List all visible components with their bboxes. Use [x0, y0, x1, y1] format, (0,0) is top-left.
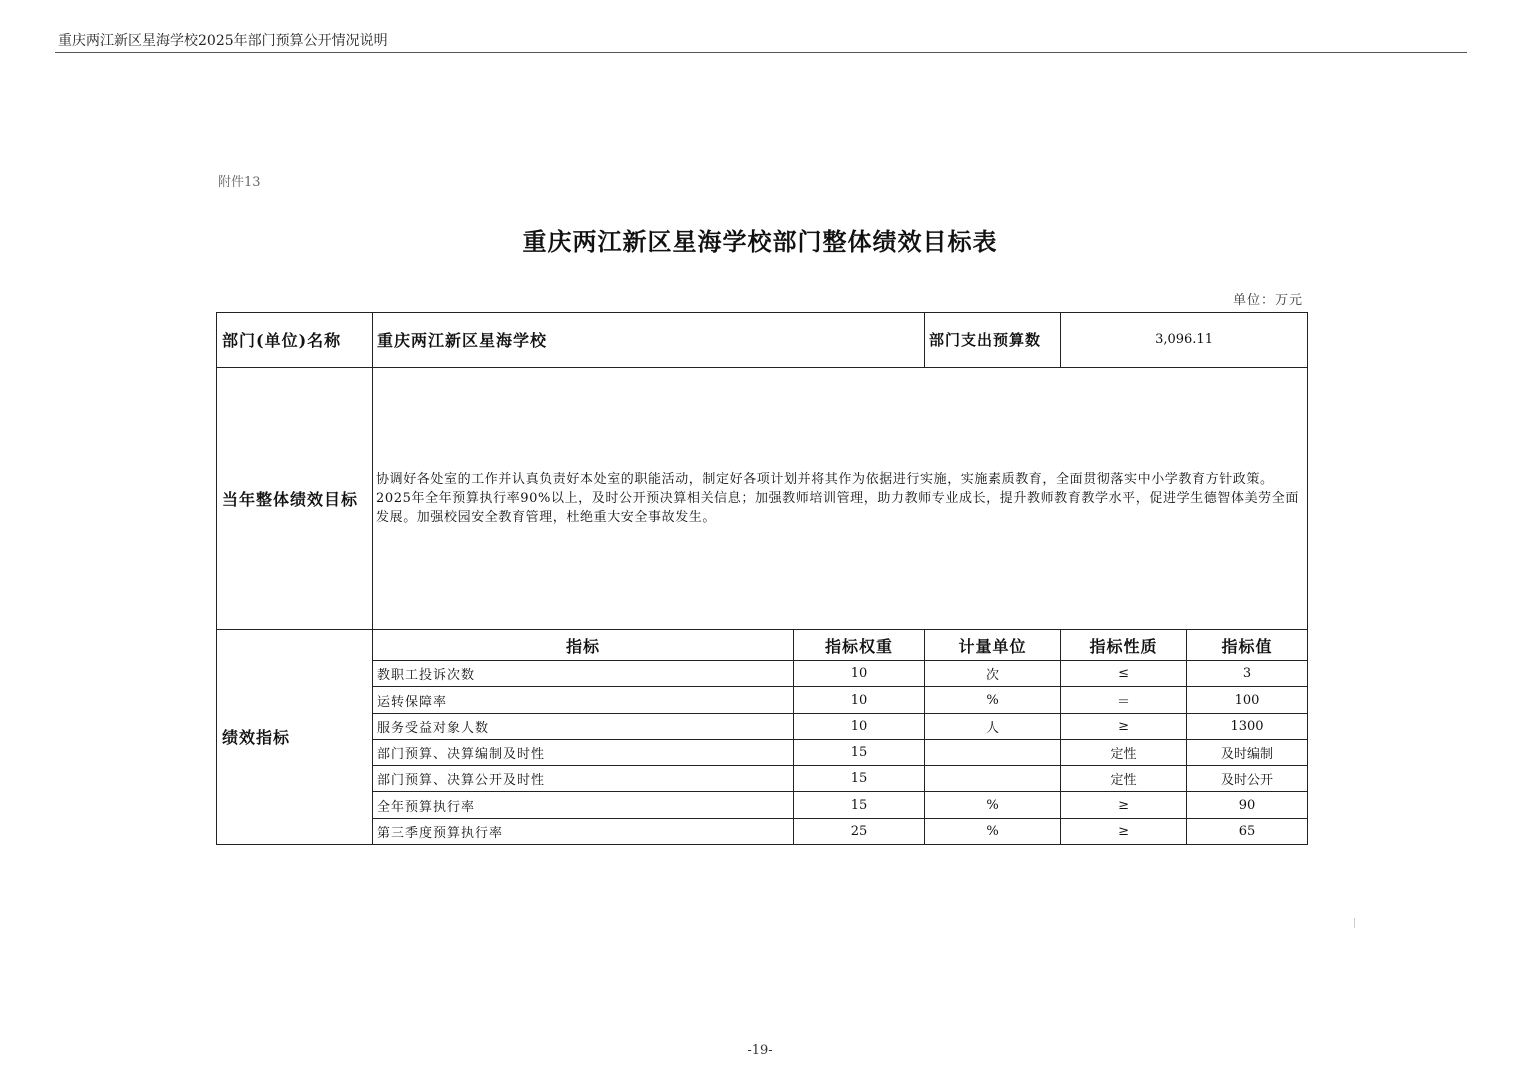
indicator-name: 全年预算执行率	[373, 792, 794, 818]
indicator-value: 1300	[1187, 713, 1308, 739]
indicator-unit: %	[925, 687, 1061, 713]
indicator-weight: 15	[794, 766, 925, 792]
indicator-name: 运转保障率	[373, 687, 794, 713]
dept-row	[217, 313, 1308, 368]
table-row	[217, 661, 1308, 687]
budget-value: 3,096.11	[1061, 313, 1308, 368]
indicator-name: 教职工投诉次数	[373, 661, 794, 687]
budget-label: 部门支出预算数	[925, 313, 1061, 368]
goal-text: 协调好各处室的工作并认真负责好本处室的职能活动，制定好各项计划并将其作为依据进行实施，实施素质教育，全面贯彻落实中小学教育方针政策。2025年全年预算执行率90%以上，及时公开预决算相关信息；加强教师培训管理，助力教师专业成长，提升教师教育教学水平，促进学生德智体美劳全面发展。加强校园安全教育管理，杜绝重大安全事故发生。	[373, 367, 1308, 629]
indicator-weight: 10	[794, 713, 925, 739]
indicator-unit	[925, 739, 1061, 765]
header-value: 指标值	[1187, 629, 1308, 660]
header-nature: 指标性质	[1061, 629, 1187, 660]
indicator-value: 90	[1187, 792, 1308, 818]
indicator-weight: 15	[794, 792, 925, 818]
indicator-nature: ≥	[1061, 792, 1187, 818]
document-title: 重庆两江新区星海学校部门整体绩效目标表	[522, 227, 998, 256]
indicator-weight: 10	[794, 661, 925, 687]
indicator-value: 及时公开	[1187, 766, 1308, 792]
table-row	[217, 792, 1308, 818]
indicator-weight: 25	[794, 818, 925, 844]
indicator-unit	[925, 766, 1061, 792]
page-number: -19-	[747, 1043, 773, 1058]
indicator-nature: ≥	[1061, 713, 1187, 739]
dept-name: 重庆两江新区星海学校	[373, 313, 925, 368]
header-unit: 计量单位	[925, 629, 1061, 660]
scan-speck	[1354, 918, 1355, 928]
header-weight: 指标权重	[794, 629, 925, 660]
indicator-nature: ≤	[1061, 661, 1187, 687]
indicator-value: 3	[1187, 661, 1308, 687]
goal-row	[217, 367, 1308, 629]
indicator-header-row	[217, 629, 1308, 660]
indicator-value: 及时编制	[1187, 739, 1308, 765]
table-row	[217, 766, 1308, 792]
indicator-weight: 15	[794, 739, 925, 765]
table-row	[217, 713, 1308, 739]
indicator-value: 100	[1187, 687, 1308, 713]
indicator-unit: 人	[925, 713, 1061, 739]
indicator-unit: 次	[925, 661, 1061, 687]
table-row	[217, 739, 1308, 765]
indicator-unit: %	[925, 818, 1061, 844]
dept-label: 部门(单位)名称	[217, 313, 373, 368]
table-row	[217, 687, 1308, 713]
indicator-name: 服务受益对象人数	[373, 713, 794, 739]
attachment-label: 附件13	[218, 175, 261, 190]
indicator-unit: %	[925, 792, 1061, 818]
indicator-nature: ＝	[1061, 687, 1187, 713]
running-header: 重庆两江新区星海学校2025年部门预算公开情况说明	[58, 33, 388, 49]
indicator-weight: 10	[794, 687, 925, 713]
indicator-nature: 定性	[1061, 766, 1187, 792]
header-rule	[55, 52, 1467, 53]
indicator-nature: ≥	[1061, 818, 1187, 844]
unit-note: 单位：万元	[1232, 293, 1303, 308]
performance-target-table	[216, 312, 1308, 845]
indicator-name: 第三季度预算执行率	[373, 818, 794, 844]
indicator-value: 65	[1187, 818, 1308, 844]
goal-label: 当年整体绩效目标	[217, 367, 373, 629]
indicator-name: 部门预算、决算编制及时性	[373, 739, 794, 765]
indicator-section-label: 绩效指标	[217, 629, 373, 844]
indicator-nature: 定性	[1061, 739, 1187, 765]
indicator-name: 部门预算、决算公开及时性	[373, 766, 794, 792]
table-row	[217, 818, 1308, 844]
header-indicator: 指标	[373, 629, 794, 660]
